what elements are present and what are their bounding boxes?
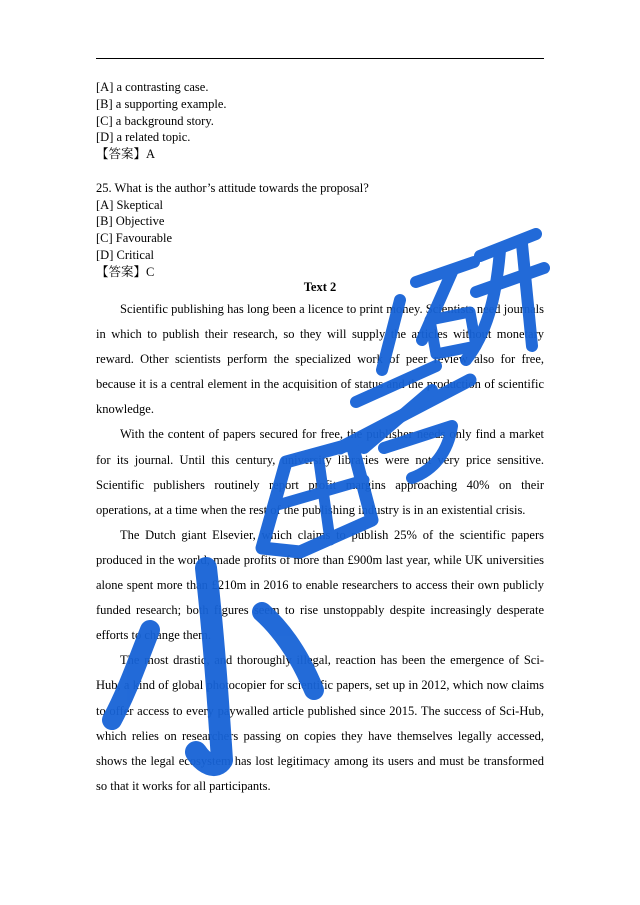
question-block [96,79,544,281]
passage [96,297,544,799]
paragraph-3: The Dutch giant Elsevier, which claims to publish 25% of the scientific papers produced in the world, made profits of more than £900m last year, while UK universities alone spent more than £210m in 2016 to enable researchers to access their own publicly funded research; both figures seem to rise unstoppably despite increasingly desperate efforts to change them. [96,527,544,643]
q25-option-c: [C] Favourable [96,231,173,246]
q25-option-d: [D] Critical [96,247,154,262]
q25-option-a: [A] Skeptical [96,197,163,212]
header-rule [96,58,544,59]
q25-answer: 【答案】C [96,264,155,279]
paragraph-1: Scientific publishing has long been a licence to print money. Scientists need journals in which to publish their research, so they will supply the articles without monetary reward. Other scientists perform the specialized work of peer review also for free, because it is a central element in the acquisition of status and the production of scientific knowledge. [96,302,544,417]
q25-question: 25. What is the author’s attitude towards the proposal? [96,180,369,195]
q24-option-a: [A] a contrasting case. [96,80,209,94]
q25-option-b: [B] Objective [96,214,165,229]
q24-answer: 【答案】A [96,147,156,162]
q24-option-d: [D] a related topic. [96,130,191,145]
spacer [96,163,544,180]
paragraph-4: The most drastic, and thoroughly illegal, reaction has been the emergence of Sci-Hub, a kind of global photocopier for scientific papers, set up in 2012, which now claims to offer access to every paywalled article published since 2015. The success of Sci-Hub, which relies on researchers passing on copies they have themselves legally accessed, shows the legal ecosystem has lost legitimacy among its users and must be transformed so that it works for all participants. [96,653,544,793]
section-title: Text 2 [303,280,337,294]
q24-option-c: [C] a background story. [96,113,214,128]
paragraph-2: With the content of papers secured for free, the publisher needs only find a market for its journal. Until this century, university libraries were not very price sensitive. Scientific publishers routinely report profit margins approaching 40% on their operations, at a time when the rest of the publishing industry is in an existential crisis. [96,427,544,517]
q24-option-b: [B] a supporting example. [96,96,227,111]
